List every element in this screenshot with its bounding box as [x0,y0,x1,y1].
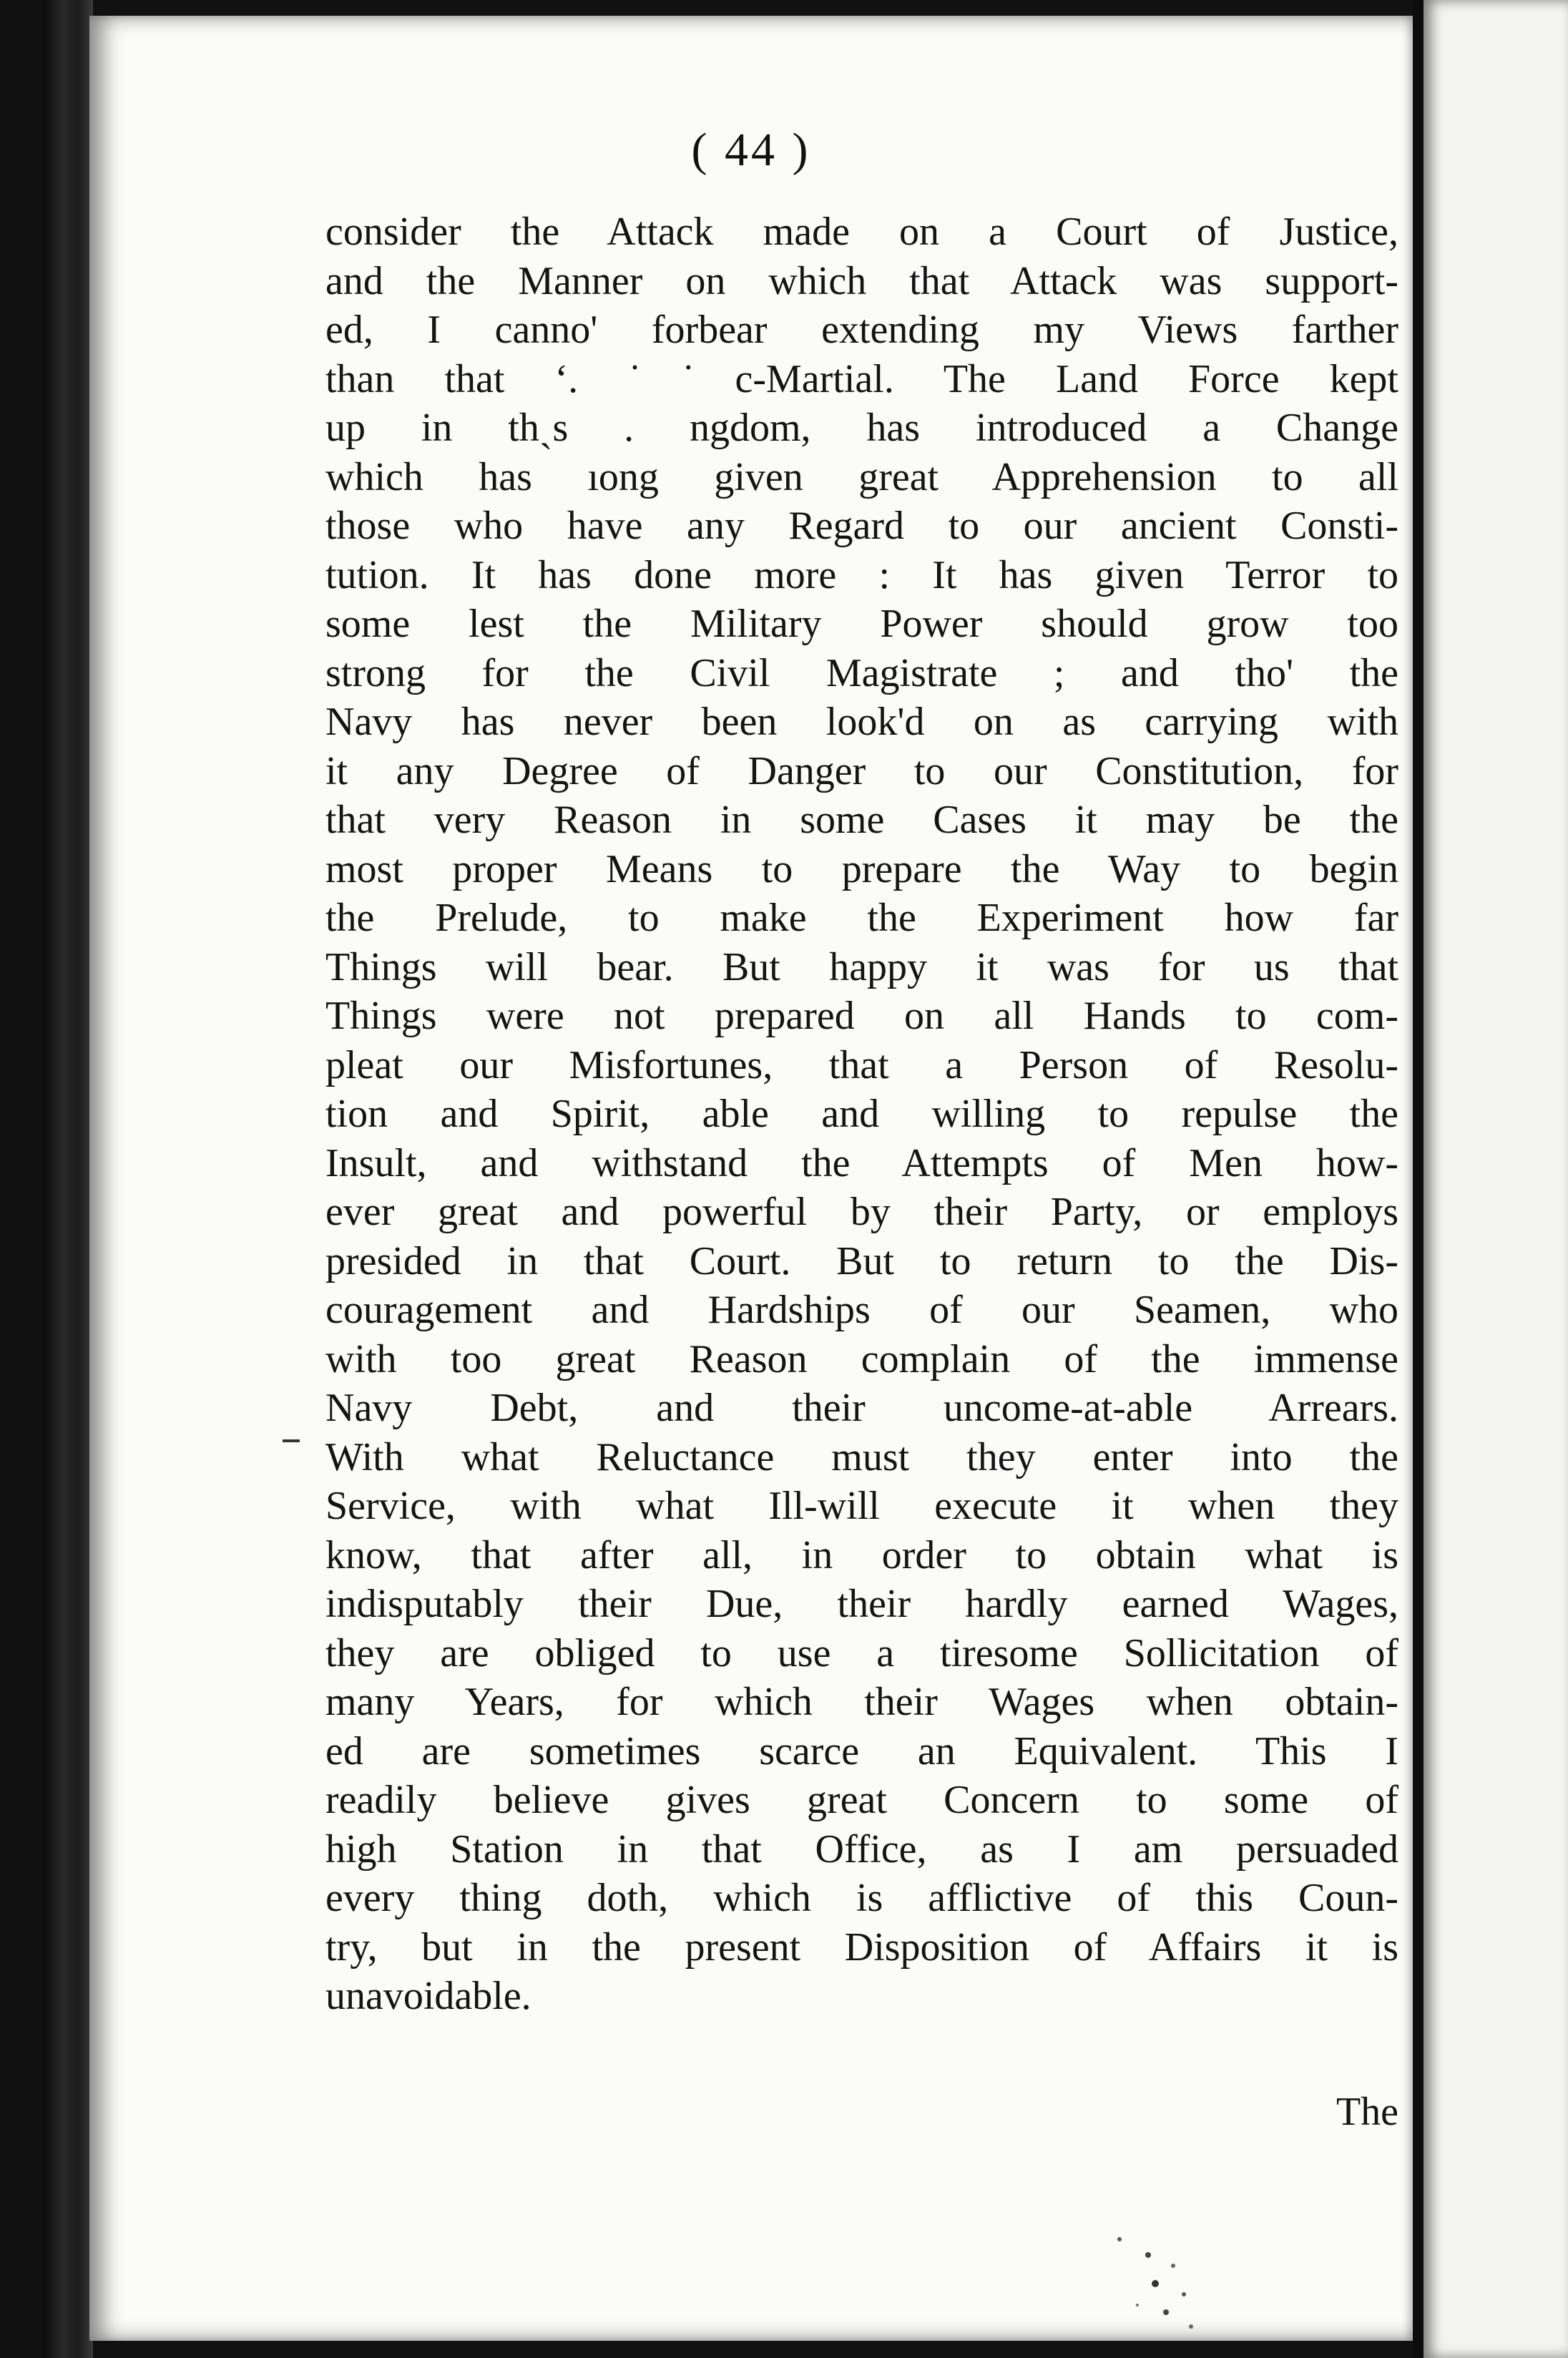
text-line: those who have any Regard to our ancient Consti- [325,504,1398,548]
margin-mark [283,1439,300,1442]
text-line: they are obliged to use a tiresome Sollicitation of [325,1630,1398,1675]
text-line: that very Reason in some Cases it may be the [325,798,1398,842]
text-line: ever great and powerful by their Party, or employs [325,1190,1398,1234]
text-line: With what Reluctance must they enter into the [325,1434,1398,1479]
text-line: than that ʻ. ˙˙c-Martial. The Land Force kept [325,356,1398,401]
facing-page-edge [1424,0,1568,2358]
text-line: know, that after all, in order to obtain what is [325,1532,1398,1577]
text-line: some lest the Military Power should grow too [325,602,1398,646]
text-line: strong for the Civil Magistrate ; and tho' the [325,650,1398,695]
text-line: it any Degree of Danger to our Constitution, for [325,748,1398,793]
text-line: every thing doth, which is afflictive of this Coun- [325,1876,1398,1920]
text-line: Things will bear. But happy it was for us that [325,944,1398,989]
text-line: Navy Debt, and their uncome-at-able Arrears. [325,1386,1398,1430]
book-page [89,16,1413,2341]
catchword: The [1336,2090,1398,2134]
text-line: Service, with what Ill-will execute it when they [325,1484,1398,1528]
text-line: tion and Spirit, able and willing to repulse the [325,1092,1398,1136]
text-line: Navy has never been look'd on as carrying with [325,700,1398,744]
text-line: indisputably their Due, their hardly earned Wages, [325,1582,1398,1626]
text-line: couragement and Hardships of our Seamen, who [325,1288,1398,1332]
text-line: consider the Attack made on a Court of Justice, [325,210,1398,254]
text-line: with too great Reason complain of the immense [325,1336,1398,1381]
paper-specks [1105,2226,1248,2341]
page-number: ( 44 ) [691,124,811,176]
text-line: the Prelude, to make the Experiment how far [325,896,1398,940]
text-line: presided in that Court. But to return to the Dis- [325,1238,1398,1283]
text-line: ed, I canno' forbear extending my Views farther [325,308,1398,352]
text-line: pleat our Misfortunes, that a Person of Resolu- [325,1042,1398,1087]
text-line: many Years, for which their Wages when obtain- [325,1680,1398,1724]
text-line: ed are sometimes scarce an Equivalent. This I [325,1728,1398,1774]
text-line: tution. It has done more : It has given Terror to [325,552,1398,597]
text-line: Insult, and withstand the Attempts of Men how- [325,1140,1398,1185]
book-binding-edge [43,0,93,2358]
text-line: most proper Means to prepare the Way to begin [325,846,1398,891]
text-line: which has ıong given great Apprehension to all [325,454,1398,499]
text-line: Things were not prepared on all Hands to com- [325,994,1398,1038]
text-line: unavoidable. [325,1974,531,2018]
text-line: try, but in the present Disposition of Affairs it is [325,1924,1398,1970]
text-line: readily believe gives great Concern to some of [325,1778,1398,1822]
text-line: and the Manner on which that Attack was support- [325,258,1398,303]
body-text [325,207,1398,2021]
text-line: high Station in that Office, as I am persuaded [325,1826,1398,1872]
text-line: up in thˎs . ngdom, has introduced a Change [325,406,1398,450]
page-gutter [1413,0,1424,2358]
